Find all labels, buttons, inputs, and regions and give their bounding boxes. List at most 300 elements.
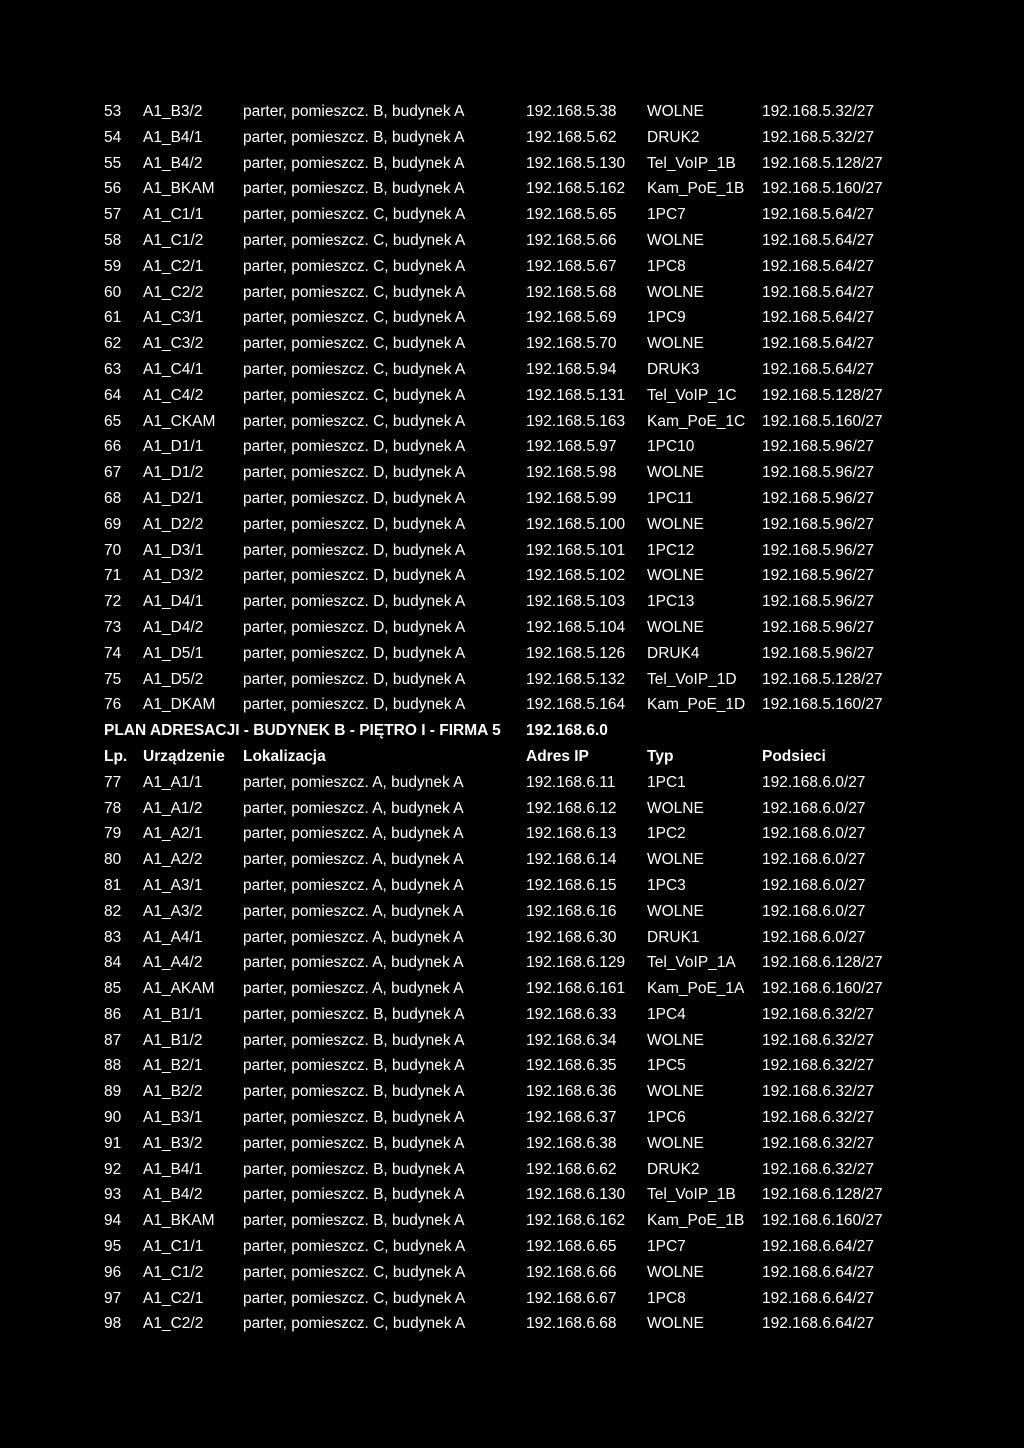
device-name: A1_A3/1 <box>143 876 203 894</box>
row-number: 70 <box>104 541 122 559</box>
ip-address: 192.168.6.35 <box>526 1057 617 1075</box>
location: parter, pomieszcz. C, budynek A <box>243 309 466 327</box>
subnet: 192.168.6.160/27 <box>762 1212 883 1230</box>
row-number: 58 <box>104 231 122 249</box>
row-number: 81 <box>104 876 122 894</box>
table-row <box>0 641 1024 667</box>
subnet: 192.168.6.64/27 <box>762 1315 875 1333</box>
location: parter, pomieszcz. B, budynek A <box>243 1109 465 1127</box>
ip-address: 192.168.5.132 <box>526 670 626 688</box>
table-row <box>0 1105 1024 1131</box>
subnet: 192.168.5.128/27 <box>762 670 883 688</box>
device-name: A1_B3/1 <box>143 1109 203 1127</box>
ip-address: 192.168.6.37 <box>526 1109 617 1127</box>
device-type: WOLNE <box>647 1315 704 1333</box>
ip-address: 192.168.6.65 <box>526 1238 617 1256</box>
location: parter, pomieszcz. B, budynek A <box>243 1186 465 1204</box>
device-name: A1_A4/2 <box>143 954 203 972</box>
subnet: 192.168.6.128/27 <box>762 1186 883 1204</box>
device-type: Tel_VoIP_1C <box>647 386 737 404</box>
table-row <box>0 925 1024 951</box>
table-row <box>0 563 1024 589</box>
row-number: 97 <box>104 1289 122 1307</box>
location: parter, pomieszcz. B, budynek A <box>243 1212 465 1230</box>
device-type: WOLNE <box>647 464 704 482</box>
subnet: 192.168.5.64/27 <box>762 283 875 301</box>
device-type: 1PC9 <box>647 309 686 327</box>
subnet: 192.168.5.160/27 <box>762 180 883 198</box>
header-subnets: Podsieci <box>762 747 826 765</box>
row-number: 87 <box>104 1031 122 1049</box>
device-name: A1_C3/2 <box>143 335 204 353</box>
row-number: 80 <box>104 851 122 869</box>
device-name: A1_C2/1 <box>143 1289 204 1307</box>
device-type: WOLNE <box>647 1031 704 1049</box>
row-number: 65 <box>104 412 122 430</box>
table-row <box>0 976 1024 1002</box>
device-name: A1_BKAM <box>143 180 215 198</box>
subnet: 192.168.6.0/27 <box>762 851 866 869</box>
device-name: A1_D2/1 <box>143 489 204 507</box>
device-type: WOLNE <box>647 515 704 533</box>
table-row <box>0 409 1024 435</box>
row-number: 98 <box>104 1315 122 1333</box>
device-name: A1_D3/1 <box>143 541 204 559</box>
header-location: Lokalizacja <box>243 747 326 765</box>
ip-address: 192.168.6.161 <box>526 980 626 998</box>
subnet: 192.168.6.0/27 <box>762 773 866 791</box>
ip-address: 192.168.6.130 <box>526 1186 626 1204</box>
table-row <box>0 692 1024 718</box>
section-heading-row <box>0 718 1024 744</box>
table-row <box>0 589 1024 615</box>
ip-address: 192.168.5.131 <box>526 386 626 404</box>
subnet: 192.168.5.96/27 <box>762 438 875 456</box>
row-number: 67 <box>104 464 122 482</box>
subnet: 192.168.5.96/27 <box>762 618 875 636</box>
device-type: Kam_PoE_1B <box>647 1212 745 1230</box>
subnet: 192.168.6.32/27 <box>762 1005 875 1023</box>
device-name: A1_AKAM <box>143 980 215 998</box>
location: parter, pomieszcz. C, budynek A <box>243 335 466 353</box>
ip-address: 192.168.5.99 <box>526 489 617 507</box>
table-header-row <box>0 744 1024 770</box>
row-number: 62 <box>104 335 122 353</box>
row-number: 74 <box>104 644 122 662</box>
row-number: 82 <box>104 902 122 920</box>
device-type: DRUK2 <box>647 128 700 146</box>
device-name: A1_D5/2 <box>143 670 204 688</box>
ip-address: 192.168.6.12 <box>526 799 617 817</box>
location: parter, pomieszcz. B, budynek A <box>243 1005 465 1023</box>
subnet: 192.168.6.160/27 <box>762 980 883 998</box>
row-number: 90 <box>104 1109 122 1127</box>
location: parter, pomieszcz. C, budynek A <box>243 360 466 378</box>
subnet: 192.168.5.160/27 <box>762 412 883 430</box>
ip-address: 192.168.6.36 <box>526 1083 617 1101</box>
device-type: 1PC2 <box>647 825 686 843</box>
location: parter, pomieszcz. B, budynek A <box>243 128 465 146</box>
subnet: 192.168.5.128/27 <box>762 154 883 172</box>
device-type: DRUK4 <box>647 644 700 662</box>
ip-address: 192.168.6.14 <box>526 851 617 869</box>
section-network-address: 192.168.6.0 <box>526 722 608 740</box>
location: parter, pomieszcz. D, budynek A <box>243 618 466 636</box>
table-row <box>0 1234 1024 1260</box>
address-plan-document <box>0 99 1024 1337</box>
device-name: A1_B2/1 <box>143 1057 203 1075</box>
ip-address: 192.168.5.65 <box>526 206 617 224</box>
subnet: 192.168.6.64/27 <box>762 1263 875 1281</box>
subnet: 192.168.6.32/27 <box>762 1057 875 1075</box>
table-row <box>0 1311 1024 1337</box>
device-type: WOLNE <box>647 1134 704 1152</box>
row-number: 61 <box>104 309 122 327</box>
row-number: 71 <box>104 567 122 585</box>
device-type: WOLNE <box>647 231 704 249</box>
location: parter, pomieszcz. A, budynek A <box>243 902 464 920</box>
device-name: A1_C4/1 <box>143 360 204 378</box>
header-lp: Lp. <box>104 747 128 765</box>
location: parter, pomieszcz. A, budynek A <box>243 928 464 946</box>
table-row <box>0 847 1024 873</box>
subnet: 192.168.6.0/27 <box>762 825 866 843</box>
subnet: 192.168.5.96/27 <box>762 567 875 585</box>
device-type: WOLNE <box>647 335 704 353</box>
ip-address: 192.168.5.66 <box>526 231 617 249</box>
device-type: 1PC7 <box>647 1238 686 1256</box>
row-number: 78 <box>104 799 122 817</box>
table-row <box>0 383 1024 409</box>
location: parter, pomieszcz. C, budynek A <box>243 1263 466 1281</box>
subnet: 192.168.5.160/27 <box>762 696 883 714</box>
device-type: WOLNE <box>647 103 704 120</box>
device-type: DRUK3 <box>647 360 700 378</box>
location: parter, pomieszcz. C, budynek A <box>243 231 466 249</box>
device-name: A1_D1/1 <box>143 438 204 456</box>
location: parter, pomieszcz. A, budynek A <box>243 876 464 894</box>
table-row <box>0 770 1024 796</box>
ip-address: 192.168.5.67 <box>526 257 617 275</box>
ip-address: 192.168.6.68 <box>526 1315 617 1333</box>
table-row <box>0 538 1024 564</box>
device-type: WOLNE <box>647 1083 704 1101</box>
device-name: A1_CKAM <box>143 412 216 430</box>
table-row <box>0 1028 1024 1054</box>
table-row <box>0 512 1024 538</box>
table-row <box>0 357 1024 383</box>
device-type: 1PC5 <box>647 1057 686 1075</box>
device-name: A1_A1/2 <box>143 799 203 817</box>
ip-address: 192.168.5.164 <box>526 696 626 714</box>
device-name: A1_C1/2 <box>143 1263 204 1281</box>
device-type: WOLNE <box>647 283 704 301</box>
header-ip-address: Adres IP <box>526 747 589 765</box>
location: parter, pomieszcz. B, budynek A <box>243 154 465 172</box>
subnet: 192.168.6.0/27 <box>762 799 866 817</box>
device-name: A1_C1/2 <box>143 231 204 249</box>
row-number: 94 <box>104 1212 122 1230</box>
header-device: Urządzenie <box>143 747 225 765</box>
row-number: 95 <box>104 1238 122 1256</box>
table-row <box>0 1260 1024 1286</box>
location: parter, pomieszcz. A, budynek A <box>243 851 464 869</box>
subnet: 192.168.5.64/27 <box>762 231 875 249</box>
device-name: A1_DKAM <box>143 696 216 714</box>
location: parter, pomieszcz. C, budynek A <box>243 283 466 301</box>
subnet: 192.168.6.64/27 <box>762 1238 875 1256</box>
device-type: Tel_VoIP_1B <box>647 1186 736 1204</box>
location: parter, pomieszcz. B, budynek A <box>243 1031 465 1049</box>
device-type: WOLNE <box>647 567 704 585</box>
device-name: A1_A2/2 <box>143 851 203 869</box>
table-row <box>0 667 1024 693</box>
row-number: 77 <box>104 773 122 791</box>
row-number: 86 <box>104 1005 122 1023</box>
location: parter, pomieszcz. A, budynek A <box>243 954 464 972</box>
device-type: 1PC4 <box>647 1005 686 1023</box>
subnet: 192.168.6.0/27 <box>762 902 866 920</box>
ip-address: 192.168.5.69 <box>526 309 617 327</box>
device-name: A1_B4/2 <box>143 1186 203 1204</box>
row-number: 76 <box>104 696 122 714</box>
device-type: 1PC8 <box>647 1289 686 1307</box>
location: parter, pomieszcz. D, budynek A <box>243 515 466 533</box>
device-name: A1_C3/1 <box>143 309 204 327</box>
row-number: 93 <box>104 1186 122 1204</box>
table-row <box>0 1182 1024 1208</box>
row-number: 64 <box>104 386 122 404</box>
device-name: A1_D4/1 <box>143 593 204 611</box>
location: parter, pomieszcz. B, budynek A <box>243 103 465 120</box>
subnet: 192.168.6.64/27 <box>762 1289 875 1307</box>
location: parter, pomieszcz. B, budynek A <box>243 1057 465 1075</box>
subnet: 192.168.6.32/27 <box>762 1134 875 1152</box>
row-number: 57 <box>104 206 122 224</box>
subnet: 192.168.6.128/27 <box>762 954 883 972</box>
table-row <box>0 151 1024 177</box>
table-row <box>0 1208 1024 1234</box>
device-type: Kam_PoE_1C <box>647 412 746 430</box>
location: parter, pomieszcz. D, budynek A <box>243 489 466 507</box>
row-number: 55 <box>104 154 122 172</box>
device-type: Kam_PoE_1A <box>647 980 745 998</box>
location: parter, pomieszcz. A, budynek A <box>243 773 464 791</box>
row-number: 68 <box>104 489 122 507</box>
ip-address: 192.168.5.98 <box>526 464 617 482</box>
device-name: A1_BKAM <box>143 1212 215 1230</box>
row-number: 60 <box>104 283 122 301</box>
device-type: WOLNE <box>647 851 704 869</box>
ip-address: 192.168.6.162 <box>526 1212 626 1230</box>
location: parter, pomieszcz. A, budynek A <box>243 980 464 998</box>
device-type: Tel_VoIP_1A <box>647 954 736 972</box>
table-row <box>0 125 1024 151</box>
location: parter, pomieszcz. B, budynek A <box>243 180 465 198</box>
location: parter, pomieszcz. D, budynek A <box>243 438 466 456</box>
ip-address: 192.168.5.68 <box>526 283 617 301</box>
row-number: 59 <box>104 257 122 275</box>
ip-address: 192.168.5.163 <box>526 412 626 430</box>
location: parter, pomieszcz. D, budynek A <box>243 670 466 688</box>
subnet: 192.168.5.32/27 <box>762 128 875 146</box>
device-type: DRUK2 <box>647 1160 700 1178</box>
location: parter, pomieszcz. D, budynek A <box>243 593 466 611</box>
address-table-floor-5 <box>0 99 1024 718</box>
subnet: 192.168.5.64/27 <box>762 309 875 327</box>
device-type: 1PC7 <box>647 206 686 224</box>
subnet: 192.168.6.0/27 <box>762 928 866 946</box>
table-row <box>0 1053 1024 1079</box>
row-number: 84 <box>104 954 122 972</box>
row-number: 56 <box>104 180 122 198</box>
location: parter, pomieszcz. D, budynek A <box>243 464 466 482</box>
header-type: Typ <box>647 747 674 765</box>
device-type: DRUK1 <box>647 928 700 946</box>
device-name: A1_C1/1 <box>143 1238 204 1256</box>
table-row <box>0 254 1024 280</box>
device-type: 1PC10 <box>647 438 695 456</box>
ip-address: 192.168.6.13 <box>526 825 617 843</box>
ip-address: 192.168.6.15 <box>526 876 617 894</box>
ip-address: 192.168.5.101 <box>526 541 626 559</box>
device-type: 1PC13 <box>647 593 695 611</box>
location: parter, pomieszcz. C, budynek A <box>243 386 466 404</box>
subnet: 192.168.5.96/27 <box>762 515 875 533</box>
row-number: 53 <box>104 103 122 120</box>
device-name: A1_A3/2 <box>143 902 203 920</box>
location: parter, pomieszcz. C, budynek A <box>243 412 466 430</box>
subnet: 192.168.5.96/27 <box>762 593 875 611</box>
row-number: 96 <box>104 1263 122 1281</box>
ip-address: 192.168.5.162 <box>526 180 626 198</box>
location: parter, pomieszcz. A, budynek A <box>243 825 464 843</box>
location: parter, pomieszcz. D, budynek A <box>243 644 466 662</box>
table-row <box>0 176 1024 202</box>
device-name: A1_B4/1 <box>143 128 203 146</box>
ip-address: 192.168.6.30 <box>526 928 617 946</box>
device-name: A1_C4/2 <box>143 386 204 404</box>
device-name: A1_A1/1 <box>143 773 203 791</box>
location: parter, pomieszcz. C, budynek A <box>243 206 466 224</box>
location: parter, pomieszcz. C, budynek A <box>243 1238 466 1256</box>
location: parter, pomieszcz. B, budynek A <box>243 1134 465 1152</box>
device-name: A1_B1/1 <box>143 1005 203 1023</box>
table-row <box>0 331 1024 357</box>
subnet: 192.168.6.32/27 <box>762 1109 875 1127</box>
subnet: 192.168.6.32/27 <box>762 1031 875 1049</box>
location: parter, pomieszcz. D, budynek A <box>243 541 466 559</box>
device-name: A1_B4/1 <box>143 1160 203 1178</box>
address-table-floor-6 <box>0 770 1024 1338</box>
device-type: 1PC6 <box>647 1109 686 1127</box>
table-row <box>0 460 1024 486</box>
location: parter, pomieszcz. B, budynek A <box>243 1160 465 1178</box>
device-type: Tel_VoIP_1B <box>647 154 736 172</box>
row-number: 79 <box>104 825 122 843</box>
row-number: 91 <box>104 1134 122 1152</box>
device-name: A1_B3/2 <box>143 1134 203 1152</box>
ip-address: 192.168.6.62 <box>526 1160 617 1178</box>
table-row <box>0 1079 1024 1105</box>
device-name: A1_C2/2 <box>143 1315 204 1333</box>
device-name: A1_D2/2 <box>143 515 204 533</box>
device-name: A1_B2/2 <box>143 1083 203 1101</box>
ip-address: 192.168.6.34 <box>526 1031 617 1049</box>
device-type: Kam_PoE_1D <box>647 696 746 714</box>
table-row <box>0 615 1024 641</box>
device-type: WOLNE <box>647 902 704 920</box>
subnet: 192.168.5.128/27 <box>762 386 883 404</box>
ip-address: 192.168.6.129 <box>526 954 626 972</box>
ip-address: 192.168.5.102 <box>526 567 626 585</box>
subnet: 192.168.6.0/27 <box>762 876 866 894</box>
row-number: 83 <box>104 928 122 946</box>
ip-address: 192.168.5.97 <box>526 438 617 456</box>
row-number: 85 <box>104 980 122 998</box>
location: parter, pomieszcz. C, budynek A <box>243 1315 466 1333</box>
device-type: 1PC11 <box>647 489 694 507</box>
section-title: PLAN ADRESACJI - BUDYNEK B - PIĘTRO I - FIRMA 5 <box>104 722 501 740</box>
table-row <box>0 305 1024 331</box>
device-name: A1_C1/1 <box>143 206 204 224</box>
device-name: A1_D5/1 <box>143 644 204 662</box>
row-number: 92 <box>104 1160 122 1178</box>
device-type: WOLNE <box>647 618 704 636</box>
subnet: 192.168.5.96/27 <box>762 541 875 559</box>
device-type: Kam_PoE_1B <box>647 180 745 198</box>
table-row <box>0 99 1024 125</box>
ip-address: 192.168.5.103 <box>526 593 626 611</box>
device-type: 1PC3 <box>647 876 686 894</box>
table-row <box>0 1286 1024 1312</box>
location: parter, pomieszcz. C, budynek A <box>243 1289 466 1307</box>
device-type: 1PC12 <box>647 541 695 559</box>
table-row <box>0 796 1024 822</box>
subnet: 192.168.5.96/27 <box>762 464 875 482</box>
subnet: 192.168.5.64/27 <box>762 335 875 353</box>
row-number: 88 <box>104 1057 122 1075</box>
ip-address: 192.168.5.38 <box>526 103 617 120</box>
device-name: A1_A4/1 <box>143 928 203 946</box>
table-row <box>0 1157 1024 1183</box>
table-row <box>0 873 1024 899</box>
ip-address: 192.168.5.126 <box>526 644 626 662</box>
row-number: 72 <box>104 593 122 611</box>
subnet: 192.168.5.96/27 <box>762 489 875 507</box>
row-number: 73 <box>104 618 122 636</box>
device-name: A1_C2/2 <box>143 283 204 301</box>
row-number: 89 <box>104 1083 122 1101</box>
ip-address: 192.168.5.62 <box>526 128 617 146</box>
device-type: Tel_VoIP_1D <box>647 670 737 688</box>
device-type: WOLNE <box>647 1263 704 1281</box>
subnet: 192.168.6.32/27 <box>762 1083 875 1101</box>
row-number: 63 <box>104 360 122 378</box>
row-number: 69 <box>104 515 122 533</box>
table-row <box>0 1131 1024 1157</box>
device-name: A1_A2/1 <box>143 825 203 843</box>
table-row <box>0 228 1024 254</box>
subnet: 192.168.5.64/27 <box>762 257 875 275</box>
ip-address: 192.168.5.94 <box>526 360 617 378</box>
table-row <box>0 486 1024 512</box>
location: parter, pomieszcz. A, budynek A <box>243 799 464 817</box>
device-name: A1_B4/2 <box>143 154 203 172</box>
location: parter, pomieszcz. B, budynek A <box>243 1083 465 1101</box>
subnet: 192.168.5.64/27 <box>762 360 875 378</box>
ip-address: 192.168.6.11 <box>526 773 616 791</box>
